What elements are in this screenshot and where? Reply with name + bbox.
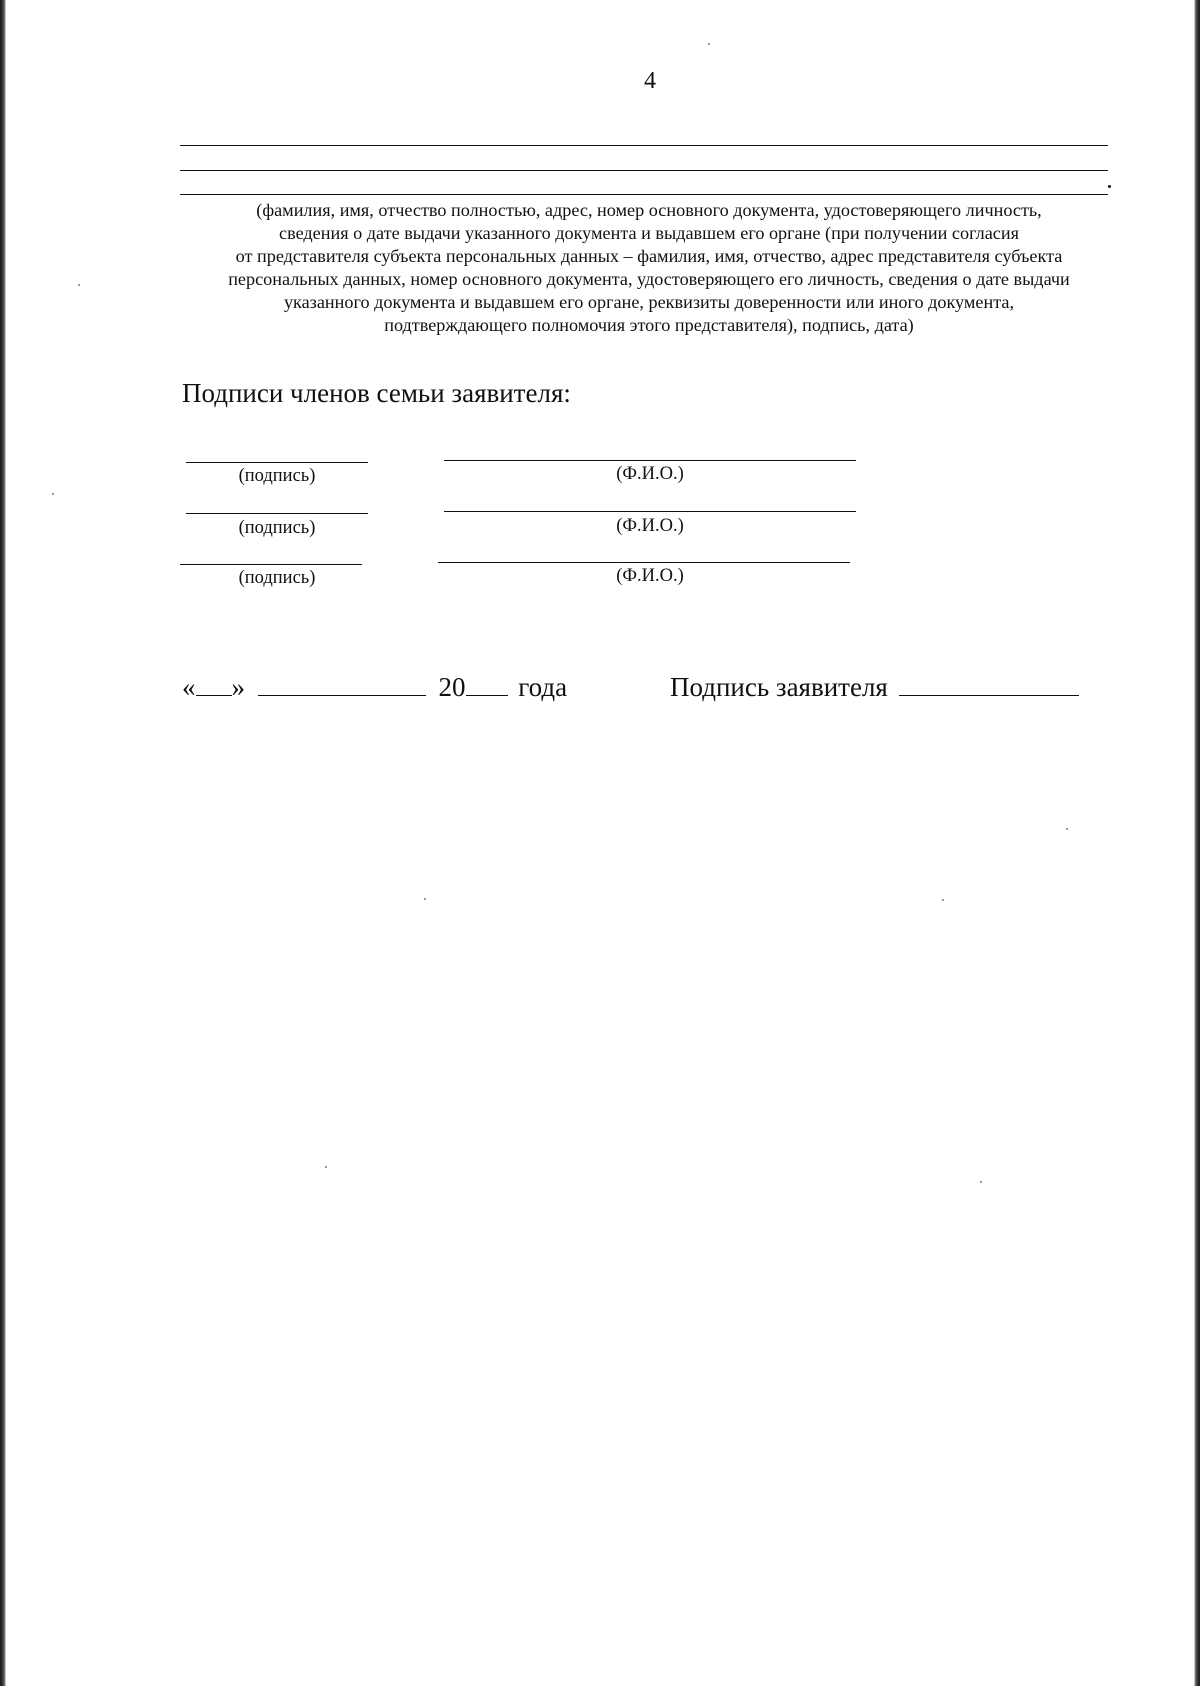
name-line bbox=[438, 562, 850, 563]
quote-close: » bbox=[231, 672, 245, 702]
quote-open: « bbox=[182, 672, 196, 702]
scan-edge-right bbox=[1194, 0, 1200, 1686]
signature-caption: (подпись) bbox=[238, 466, 316, 486]
blank-line-2 bbox=[180, 170, 1108, 171]
month-blank bbox=[258, 673, 426, 696]
caption-line: подтверждающего полномочия этого представителя), подпись, дата) bbox=[384, 315, 914, 335]
scan-speck bbox=[78, 284, 80, 286]
year-blank bbox=[466, 673, 508, 696]
blank-line-3 bbox=[180, 194, 1108, 195]
personal-data-caption bbox=[178, 199, 1120, 337]
signature-caption: (подпись) bbox=[238, 518, 316, 538]
line-end-dot bbox=[1108, 185, 1111, 188]
year-word: года bbox=[518, 672, 568, 702]
scan-speck bbox=[1066, 828, 1068, 830]
name-caption: (Ф.И.О.) bbox=[616, 464, 684, 484]
signature-caption: (подпись) bbox=[238, 568, 316, 588]
year-prefix: 20 bbox=[438, 672, 466, 702]
scan-edge-left bbox=[0, 0, 6, 1686]
caption-line: от представителя субъекта персональных данных – фамилия, имя, отчество, адрес представителя субъекта bbox=[235, 246, 1063, 266]
scan-speck bbox=[980, 1181, 982, 1183]
scan-speck bbox=[942, 899, 944, 901]
caption-line: указанного документа и выдавшем его органе, реквизиты доверенности или иного документа, bbox=[283, 292, 1015, 312]
blank-line-1 bbox=[180, 145, 1108, 146]
applicant-signature-label: Подпись заявителя bbox=[670, 672, 888, 702]
scan-speck bbox=[708, 43, 710, 45]
page-number: 4 bbox=[644, 68, 656, 94]
name-caption: (Ф.И.О.) bbox=[616, 516, 684, 536]
day-blank bbox=[196, 673, 232, 696]
caption-line: сведения о дате выдачи указанного документа и выдавшем его органе (при получении согласия bbox=[279, 223, 1019, 243]
date-field bbox=[182, 672, 567, 703]
caption-line: (фамилия, имя, отчество полностью, адрес, номер основного документа, удостоверяющего личность, bbox=[256, 200, 1042, 220]
caption-line: персональных данных, номер основного документа, удостоверяющего его личность, сведения о дате выдачи bbox=[228, 269, 1070, 289]
family-signatures-heading: Подписи членов семьи заявителя: bbox=[182, 378, 571, 408]
applicant-signature bbox=[670, 672, 1079, 703]
signature-line bbox=[186, 513, 368, 514]
scan-speck bbox=[325, 1166, 327, 1168]
name-caption: (Ф.И.О.) bbox=[616, 566, 684, 586]
signature-line bbox=[186, 462, 368, 463]
signature-line bbox=[180, 564, 362, 565]
applicant-signature-blank bbox=[899, 673, 1079, 696]
scan-speck bbox=[52, 493, 54, 495]
scan-speck bbox=[424, 898, 426, 900]
name-line bbox=[444, 511, 856, 512]
name-line bbox=[444, 460, 856, 461]
